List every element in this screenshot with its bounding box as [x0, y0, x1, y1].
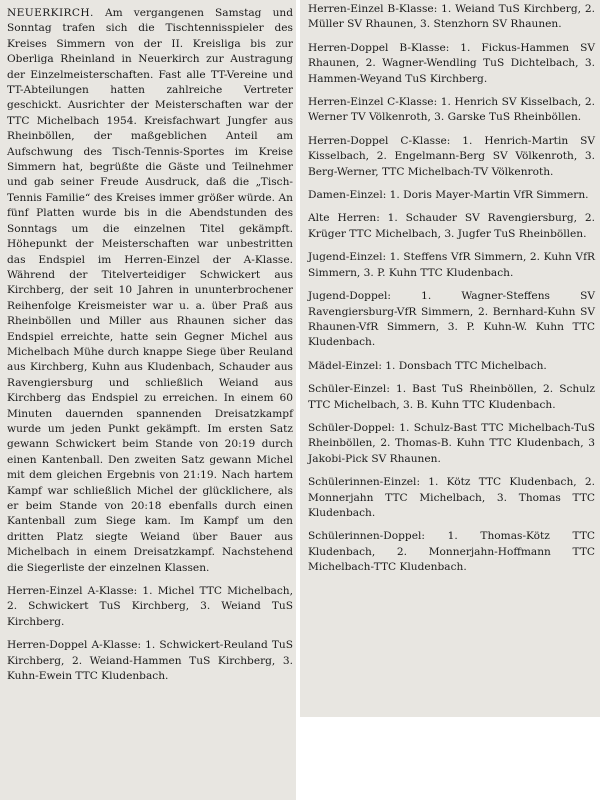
result-entry: Herren-Doppel A-Klasse: 1. Schwickert-Reuland TuS Kirchberg, 2. Weiand-Hammen TuS Kirchberg, 3. Kuhn-Ewein TTC Kludenbach.: [7, 639, 293, 683]
result-entry: Herren-Einzel C-Klasse: 1. Henrich SV Kisselbach, 2. Werner TV Völkenroth, 3. Garske TuS Rheinböllen.: [308, 96, 595, 124]
result-entry: Schüler-Einzel: 1. Bast TuS Rheinböllen, 2. Schulz TTC Michelbach, 3. B. Kuhn TTC Kludenbach.: [308, 383, 595, 411]
result-entry: Damen-Einzel: 1. Doris Mayer-Martin VfR Simmern.: [308, 189, 589, 202]
result-entry: Schülerinnen-Einzel: 1. Kötz TTC Kludenbach, 2. Monnerjahn TTC Michelbach, 3. Thomas TTC Kludenbach.: [308, 476, 595, 519]
result-entry: Jugend-Einzel: 1. Steffens VfR Simmern, 2. Kuhn VfR Simmern, 3. P. Kuhn TTC Kludenbach.: [308, 251, 595, 279]
result-entry: Mädel-Einzel: 1. Donsbach TTC Michelbach.: [308, 359, 547, 372]
result-entry: Herren-Doppel C-Klasse: 1. Henrich-Martin SV Kisselbach, 2. Engelmann-Berg SV Völkenroth, 3. Berg-Werner, TTC Michelbach-TV Völkenroth.: [308, 134, 595, 178]
blank-area: [300, 717, 600, 800]
result-entry: Jugend-Doppel: 1. Wagner-Steffens SV Ravengiersburg-VfR Simmern, 2. Bernhard-Kuhn SV Rhaunen-VfR Simmern, 3. P. Kuhn-W. Kuhn TTC Kludenbach.: [308, 290, 595, 349]
article-intro: [7, 6, 293, 576]
result-entry: Schüler-Doppel: 1. Schulz-Bast TTC Michelbach-TuS Rheinböllen, 2. Thomas-B. Kuhn TTC Kludenbach, 3 Jakobi-Pick SV Rhaunen.: [308, 421, 595, 465]
article-body: Am vergangenen Samstag und Sonntag trafen sich die Tischtennisspieler des Kreises Simmern von der II. Kreisliga bis zur Oberliga Rheinland in Neuerkirch zur Austragung der Einzelmeisterschaften. Fast alle TT-Vereine und TT-Abteilungen hatten zahlreiche Vertreter geschickt. Ausrichter der Meisterschaften war der TTC Michelbach 1954. Kreisfachwart Jungfer aus Rheinböllen, der maßgeblichen Anteil am Aufschwung des Tisch-Tennis-Sportes im Kreise Simmern hat, begrüßte die Gäste und Teilnehmer und gab seiner Freude Ausdruck, daß die „Tisch-Tennis Familie“ des Kreises immer größer würde. An fünf Platten wurde bis in die Abendstunden des Sonntags um die einzelnen Titel gekämpft. Höhepunkt der Meisterschaften war unbestritten das Endspiel im Herren-Einzel der A-Klasse. Während der Titelverteidiger Schwickert aus Kirchberg, der seit 10 Jahren in ununterbrochener Reihenfolge Kreismeister war u. a. über Praß aus Rheinböllen und Miller aus Rhaunen sicher das Endspiel erreichte, hatte sein Gegner Michel aus Michelbach Mühe durch knappe Siege über Reuland aus Kirchberg, Kuhn aus Kludenbach, Schauder aus Ravengiersburg und schließlich Weiand aus Kirchberg das Endspiel zu erreichen. In einem 60 Minuten dauernden spannenden Dreisatzkampf wurde um jeden Punkt gekämpft. Im ersten Satz gewann Schwickert beim Stande von 20:19 durch einen Kantenball. Den zweiten Satz gewann Michel mit dem gleichen Ergebnis von 21:19. Nach hartem Kampf war schließlich Michel der glücklichere, als er beim Stande von 20:18 ebenfalls durch einen Kantenball zum Siege kam. Im Kampf um den dritten Platz siegte Weiand über Bauer aus Michelbach in einem Dreisatzkampf. Nachstehend die Siegerliste der einzelnen Klassen.: [7, 7, 293, 574]
result-entry: Herren-Doppel B-Klasse: 1. Fickus-Hammen SV Rhaunen, 2. Wagner-Wendling TuS Dichtelbach, 3. Hammen-Weyand TuS Kirchberg.: [308, 41, 595, 85]
left-column: [0, 0, 296, 800]
result-entry: Alte Herren: 1. Schauder SV Ravengiersburg, 2. Krüger TTC Michelbach, 3. Jugfer TuS Rheinböllen.: [308, 212, 595, 240]
result-entry: Schülerinnen-Doppel: 1. Thomas-Kötz TTC Kludenbach, 2. Monnerjahn-Hoffmann TTC Michelbach-TTC Kludenbach.: [308, 530, 595, 574]
results-list-left: [7, 584, 293, 684]
right-column: [300, 0, 600, 717]
result-entry: Herren-Einzel A-Klasse: 1. Michel TTC Michelbach, 2. Schwickert TuS Kirchberg, 3. Weiand TuS Kirchberg.: [7, 585, 293, 628]
result-entry: Herren-Einzel B-Klasse: 1. Weiand TuS Kirchberg, 2. Müller SV Rhaunen, 3. Stenzhorn SV Rhaunen.: [308, 3, 595, 31]
dateline: NEUERKIRCH.: [7, 7, 94, 19]
